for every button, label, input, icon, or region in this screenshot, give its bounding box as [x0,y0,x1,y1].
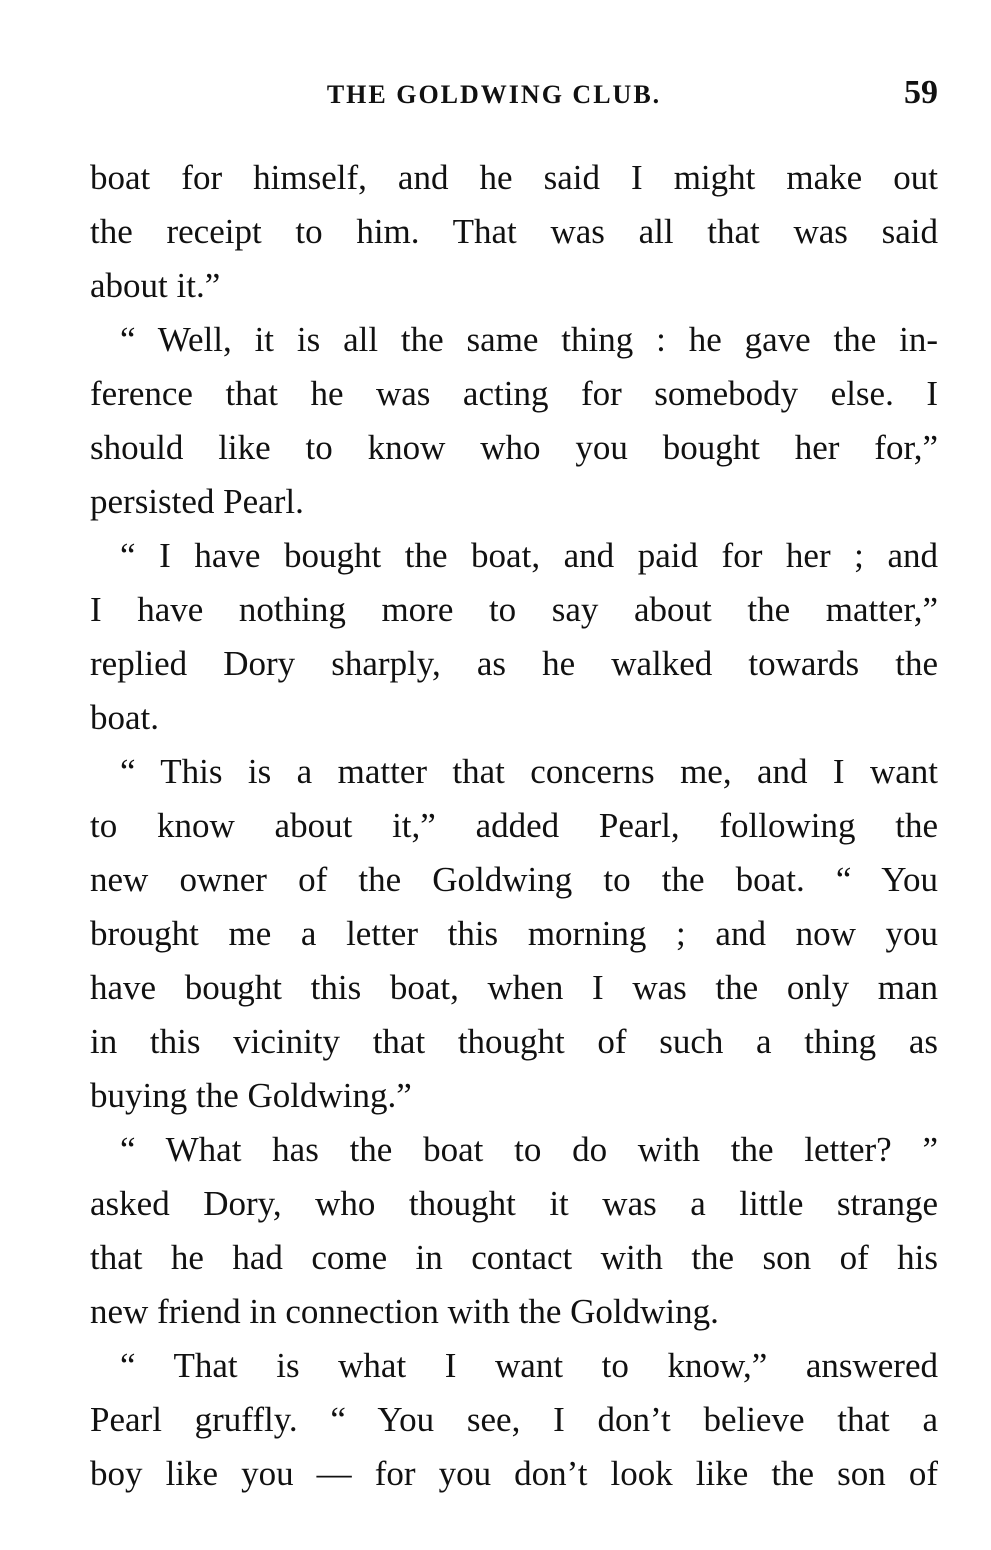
text-line: the receipt to him. That was all that was said [90,212,938,251]
text-line: buying the Goldwing.” [90,1076,412,1115]
body-text [90,151,938,1501]
text-line: boy like you — for you don’t look like the son of [90,1454,938,1493]
running-head [90,74,938,114]
text-line: to know about it,” added Pearl, following the [90,806,938,845]
text-line: boat for himself, and he said I might make out [90,158,938,197]
text-line: I have nothing more to say about the matter,” [90,590,938,629]
text-line: replied Dory sharply, as he walked towards the [90,644,938,683]
text-line: “ That is what I want to know,” answered [120,1346,938,1385]
page-number: 59 [904,74,938,111]
text-line: boat. [90,698,160,737]
text-line: “ I have bought the boat, and paid for her ; and [120,536,938,575]
text-line: new friend in connection with the Goldwing. [90,1292,719,1331]
text-line: that he had come in contact with the son of his [90,1238,938,1277]
text-line: in this vicinity that thought of such a thing as [90,1022,938,1061]
text-line: “ This is a matter that concerns me, and I want [120,752,938,791]
text-line: Pearl gruffly. “ You see, I don’t believe that a [90,1400,938,1439]
text-line: brought me a letter this morning ; and now you [90,914,938,953]
text-line: have bought this boat, when I was the only man [90,968,938,1007]
text-line: “ What has the boat to do with the letter? ” [120,1130,938,1169]
text-line: asked Dory, who thought it was a little strange [90,1184,938,1223]
text-line: persisted Pearl. [90,482,304,521]
text-line: new owner of the Goldwing to the boat. “ You [90,860,938,899]
running-title: THE GOLDWING CLUB. [326,80,662,109]
text-line: “ Well, it is all the same thing : he gave the in- [120,320,938,359]
text-line: about it.” [90,266,221,305]
text-line: should like to know who you bought her for,” [90,428,938,467]
text-line: ference that he was acting for somebody else. I [90,374,938,413]
